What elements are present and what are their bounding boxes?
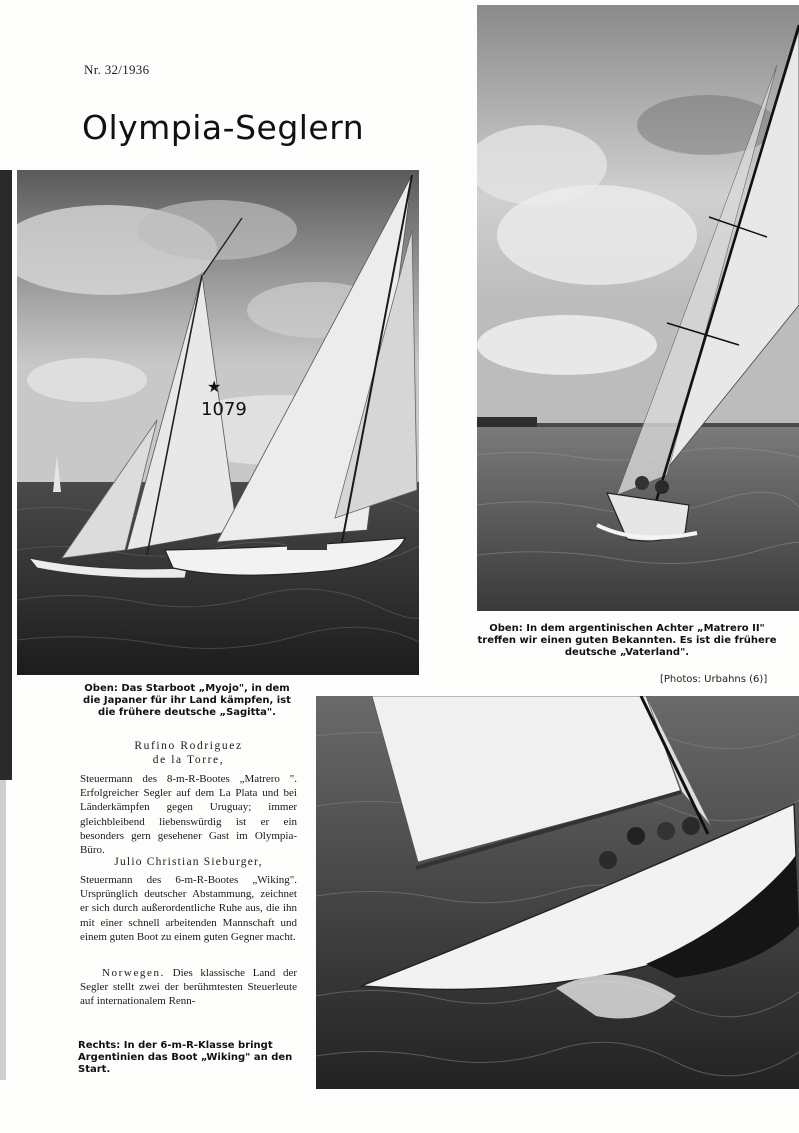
caption-matrero: Oben: In dem argentinischen Achter „Matrero II" treffen wir einen guten Bekannten. Es ist die frühere deutsche „Vaterland". xyxy=(477,623,777,658)
paragraph-sieburger xyxy=(80,873,297,944)
section-lead-norwegen: Norwegen. xyxy=(102,967,165,979)
page-title: Olympia-Seglern xyxy=(82,108,365,147)
sail-star: ★ xyxy=(207,377,222,396)
sailor-name-rodriguez: Rufino Rodriguez xyxy=(134,740,243,752)
paragraph-norwegen-text: Dies klassische Land der Segler stellt zwei der berühmtesten Steuerleute auf internationalem Renn- xyxy=(80,967,297,1008)
sail-number: 1079 xyxy=(201,399,247,420)
issue-number: Nr. 32/1936 xyxy=(84,62,150,77)
paragraph-rodriguez-text: Steuermann des 8-m-R-Bootes „Matrero ". Erfolgreicher Segler auf dem La Plata und bei Länderkämpfen gegen Uruguay; immer gleichbleibend liebenswürdig ist er ein besonders gern gesehener Gast im Olympia-Büro. xyxy=(80,773,297,857)
photo-starboat-myojo xyxy=(17,170,419,675)
photo-credit: [Photos: Urbahns (6)] xyxy=(660,674,768,685)
paragraph-norwegen xyxy=(80,966,297,1009)
caption-wiking: Rechts: In der 6-m-R-Klasse bringt Argentinien das Boot „Wiking" an den Start. xyxy=(78,1040,293,1075)
photo-wiking xyxy=(316,696,799,1089)
sailor-name-sieburger: Julio Christian Sieburger, xyxy=(114,856,263,868)
binding-shadow xyxy=(0,170,12,780)
paragraph-rodriguez xyxy=(80,772,297,857)
binding-edge xyxy=(0,780,6,1080)
sailor-name-rodriguez-line2: de la Torre, xyxy=(152,754,225,766)
paragraph-sieburger-text: Steuermann des 6-m-R-Bootes „Wiking". Ursprünglich deutscher Abstammung, zeichnet er sich durch außerordentliche Ruhe aus, die ihn mit einer schnell arbeitenden Mannschaft und einem guten Boot zu einem guten Gegner macht. xyxy=(80,874,297,943)
caption-starboat: Oben: Das Starboot „Myojo", in dem die Japaner für ihr Land kämpfen, ist die frühere deutsche „Sagitta". xyxy=(83,683,291,718)
photo-matrero-ii xyxy=(477,5,799,611)
